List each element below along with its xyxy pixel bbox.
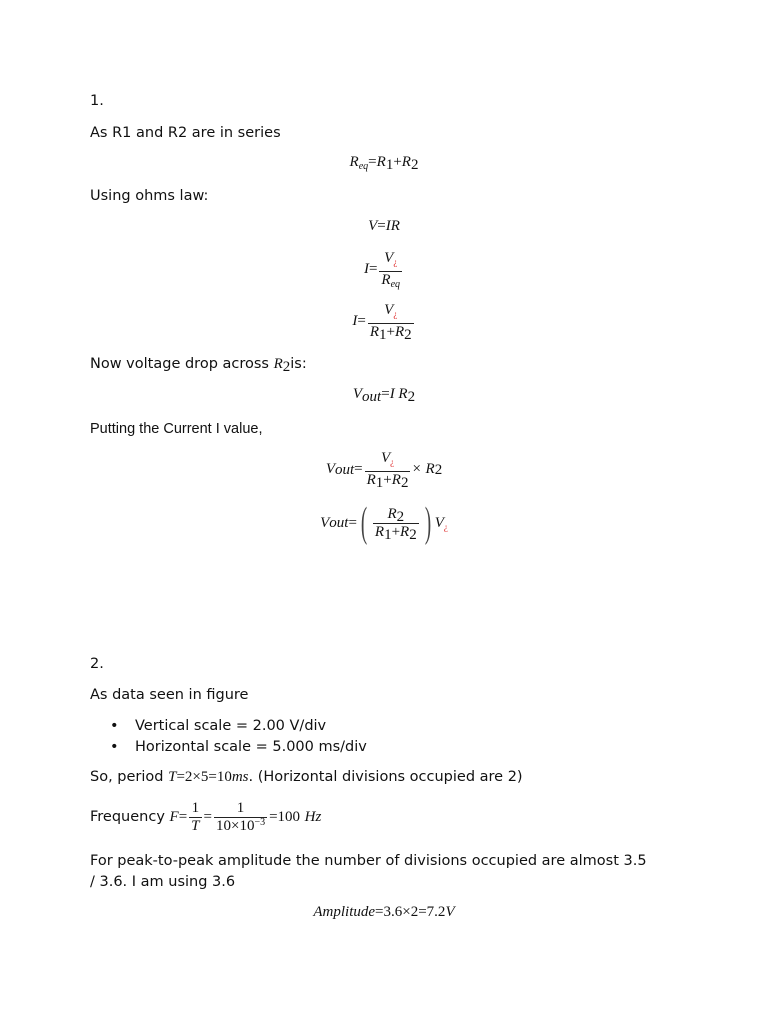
equation-vout-ir2: $V_{out}=I$ $R_2$: [352, 386, 416, 405]
equation-req: $R_{eq}=R_1+R_2$: [349, 154, 419, 173]
list-item: • Vertical scale = 2.00 V/div: [90, 716, 690, 737]
voltage-drop-after: is:: [290, 356, 307, 372]
q1-intro-text: As R1 and R2 are in series: [90, 125, 281, 141]
q1-ohms-law-text: Using ohms law:: [90, 188, 209, 204]
period-before: So, period: [90, 769, 164, 785]
equation-i-v-req: I = $\frac{V_¿}{R_{eq}}$: [363, 250, 401, 290]
period-after: . (Horizontal divisions occupied are 2): [248, 769, 523, 785]
frequency-label: Frequency: [90, 809, 165, 825]
q1-putting-text: Putting the Current I value,: [90, 421, 263, 437]
list-item: • Horizontal scale = 5.000 ms/div: [90, 737, 690, 758]
question-1-number: 1.: [90, 93, 104, 109]
q2-amplitude-text: For peak-to-peak amplitude the number of divisions occupied are almost 3.5 / 3.6. I am using 3.6: [90, 853, 647, 890]
question-2-number: 2.: [90, 656, 104, 672]
q1-voltage-drop-text: Now voltage drop across $R_2is$:: [90, 356, 307, 375]
equation-vout-divider: V out = ( $\frac{R_2}{R_1+R_2}$ ) $V_¿$: [320, 500, 448, 546]
equation-vout-fraction-times: V out = $\frac{V_¿}{R_1+R_2}$ × R 2: [325, 450, 443, 491]
equation-amplitude: Amplitude=3.6×2=7.2V: [313, 904, 455, 920]
q2-intro-text: As data seen in figure: [90, 687, 249, 703]
equation-i-v-sum: I = $\frac{V_¿}{R_1+R_2}$: [352, 302, 412, 343]
q2-scale-list: [90, 716, 690, 758]
voltage-drop-before: Now voltage drop across: [90, 356, 269, 372]
q2-frequency-line: Frequency F = $\frac{1}{T}$ = $\frac{1}{10\times 10^{-3}}$ =100 Hz: [90, 800, 322, 834]
equation-v-ir: V=IR: [368, 218, 400, 234]
q2-period-text: So, period T=2×5=10ms. (Horizontal divisions occupied are 2): [90, 769, 523, 785]
